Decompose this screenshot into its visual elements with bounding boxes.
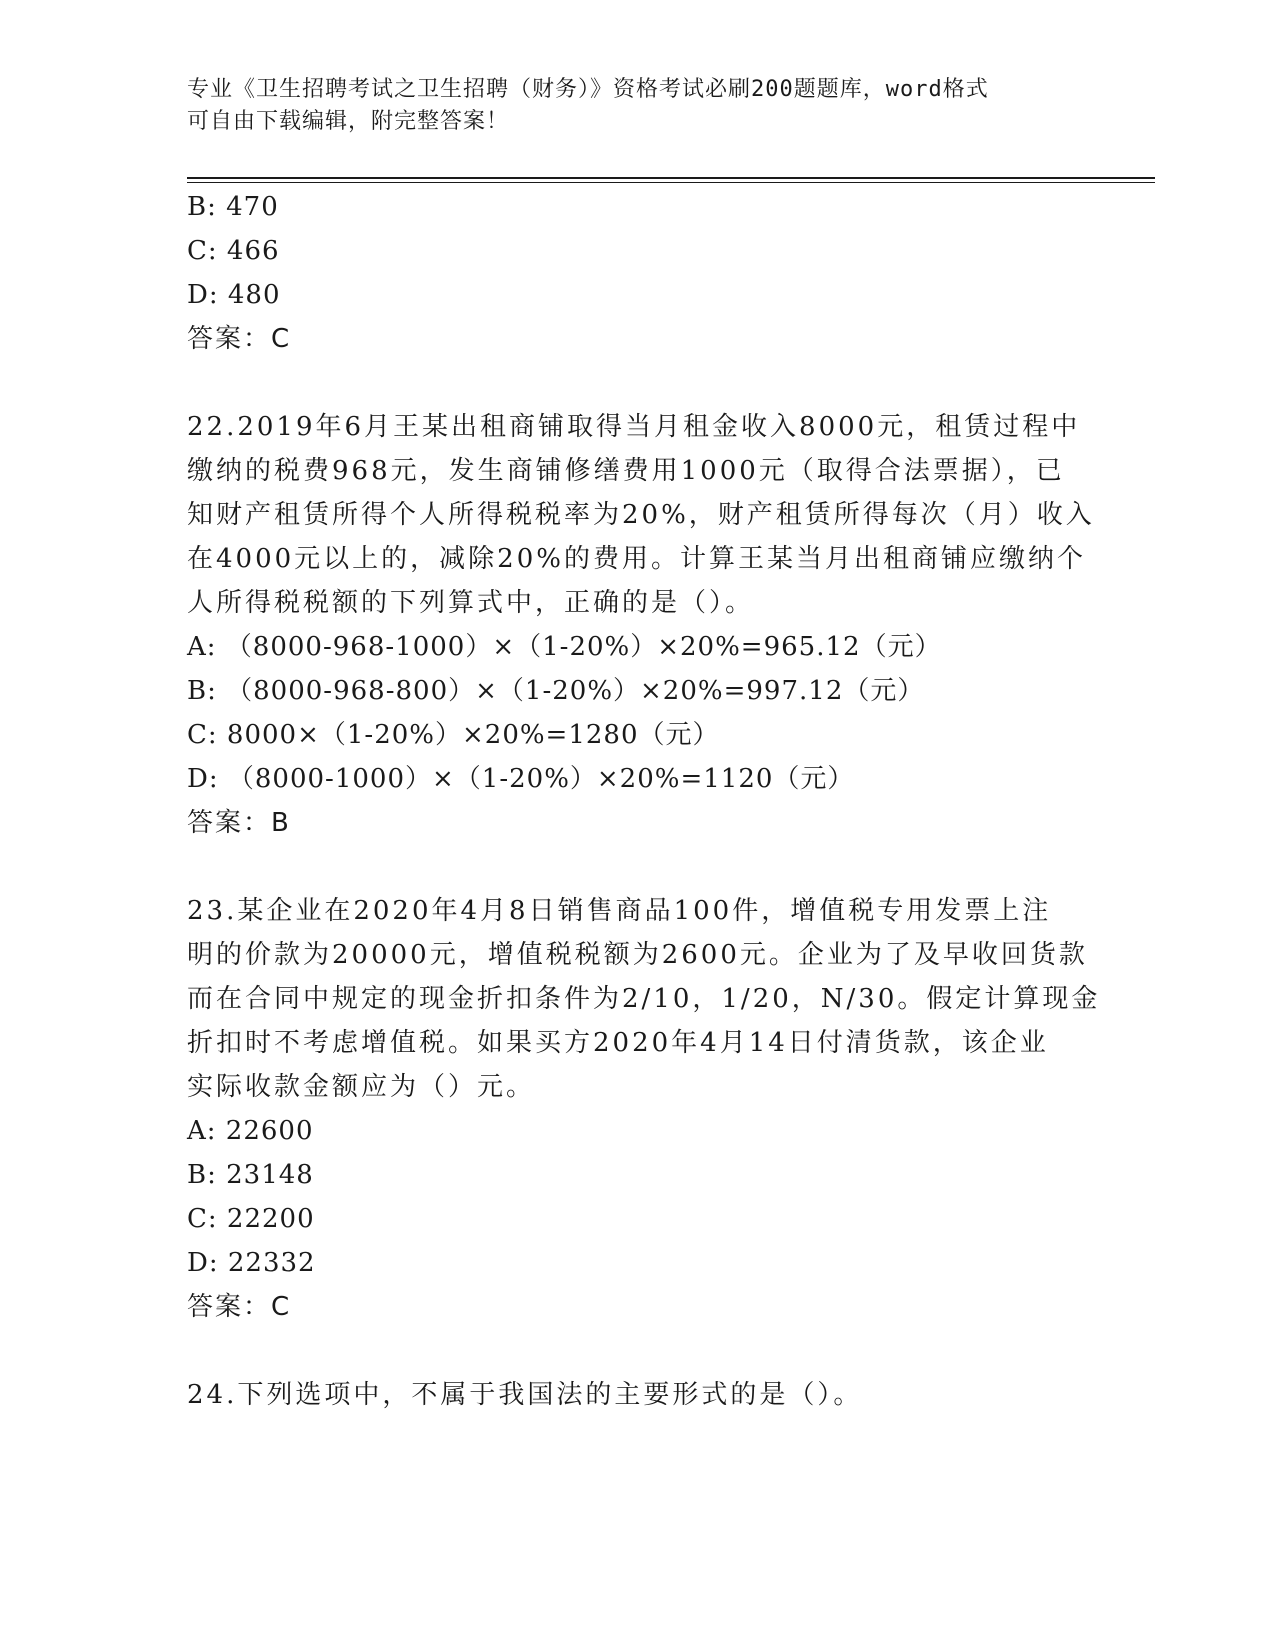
option-d: D: 22332 bbox=[187, 1248, 316, 1278]
header-line-1: 专业《卫生招聘考试之卫生招聘（财务）》资格考试必刷200题题库，word格式 bbox=[187, 77, 989, 102]
question-stem-line: 22.2019年6月王某出租商铺取得当月租金收入8000元，租赁过程中 bbox=[187, 412, 1081, 442]
option-c: C: 466 bbox=[187, 236, 280, 266]
question-stem-line: 而在合同中规定的现金折扣条件为2/10，1/20，N/30。假定计算现金 bbox=[187, 984, 1101, 1014]
option-c: C: 8000×（1-20%）×20%=1280（元） bbox=[187, 720, 720, 750]
header-text bbox=[187, 74, 1087, 138]
option-d: D: （8000-1000）×（1-20%）×20%=1120（元） bbox=[187, 764, 855, 794]
question-stem-line: 实际收款金额应为（）元。 bbox=[187, 1072, 536, 1102]
header-line-2: 可自由下载编辑，附完整答案！ bbox=[187, 109, 510, 134]
option-a: A: 22600 bbox=[187, 1116, 314, 1146]
option-b: B: （8000-968-800）×（1-20%）×20%=997.12（元） bbox=[187, 676, 925, 706]
header-rule-thin bbox=[187, 182, 1155, 183]
answer: 答案：C bbox=[187, 1292, 292, 1322]
question-stem-line: 知财产租赁所得个人所得税税率为20%，财产租赁所得每次（月）收入 bbox=[187, 500, 1095, 530]
question-stem-line: 在4000元以上的，减除20%的费用。计算王某当月出租商铺应缴纳个 bbox=[187, 544, 1086, 574]
answer: 答案：C bbox=[187, 324, 292, 354]
option-c: C: 22200 bbox=[187, 1204, 315, 1234]
question-stem-line: 24.下列选项中，不属于我国法的主要形式的是（）。 bbox=[187, 1380, 863, 1410]
option-d: D: 480 bbox=[187, 280, 281, 310]
answer: 答案：B bbox=[187, 808, 291, 838]
question-stem-line: 人所得税税额的下列算式中，正确的是（）。 bbox=[187, 588, 755, 618]
question-stem-line: 折扣时不考虑增值税。如果买方2020年4月14日付清货款，该企业 bbox=[187, 1028, 1049, 1058]
question-stem-line: 23.某企业在2020年4月8日销售商品100件，增值税专用发票上注 bbox=[187, 896, 1052, 926]
question-stem-line: 明的价款为20000元，增值税税额为2600元。企业为了及早收回货款 bbox=[187, 940, 1088, 970]
header-rule-thick bbox=[187, 177, 1155, 179]
option-a: A: （8000-968-1000）×（1-20%）×20%=965.12（元） bbox=[187, 632, 942, 662]
question-stem-line: 缴纳的税费968元，发生商铺修缮费用1000元（取得合法票据），已 bbox=[187, 456, 1065, 486]
option-b: B: 470 bbox=[187, 192, 279, 222]
option-b: B: 23148 bbox=[187, 1160, 314, 1190]
